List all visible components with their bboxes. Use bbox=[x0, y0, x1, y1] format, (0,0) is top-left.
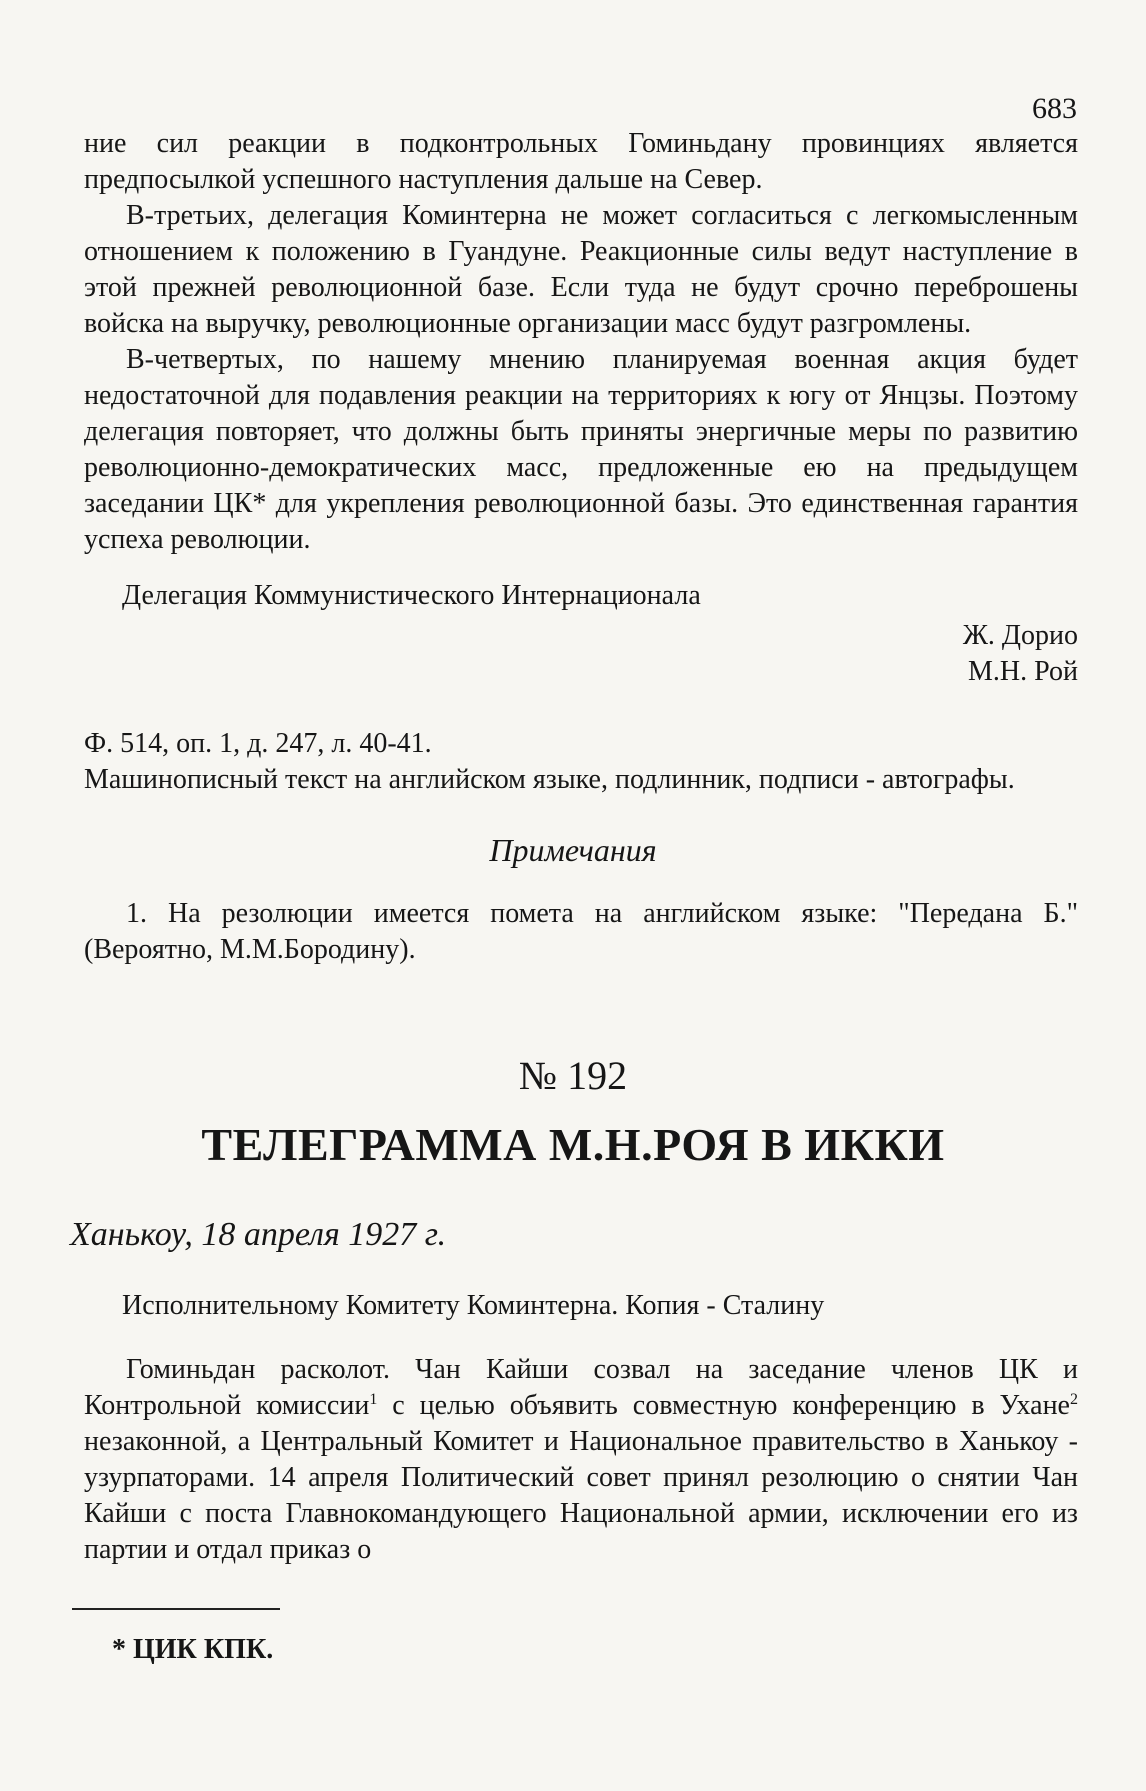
paragraph: ние сил реакции в подконтрольных Гоминьдану провинциях является предпосылкой успешного наступления дальше на Север. bbox=[84, 128, 1078, 195]
page-number: 683 bbox=[1032, 92, 1077, 125]
signer-roy: М.Н. Рой bbox=[968, 656, 1078, 687]
footnote-ref: 2 bbox=[1070, 1391, 1078, 1408]
continuation-text bbox=[84, 126, 1078, 558]
addressee: Исполнительному Комитету Коминтерна. Копия - Сталину bbox=[122, 1290, 825, 1321]
signature-org: Делегация Коммунистического Интернационала bbox=[122, 580, 701, 611]
paragraph: В-четвертых, по нашему мнению планируемая военная акция будет недостаточной для подавления реакции на территориях к югу от Янцзы. Поэтому делегация повторяет, что должны быть приняты энергичные меры по развитию революционно-демократических масс, предложенные ею на предыдущем заседании ЦК* для укрепления революционной базы. Это единственная гарантия успеха революции. bbox=[84, 344, 1078, 555]
document-number: № 192 bbox=[518, 1053, 628, 1098]
note-item: 1. На резолюции имеется помета на английском языке: "Передана Б." (Вероятно, М.М.Бородину). bbox=[84, 898, 1078, 965]
notes-list bbox=[84, 896, 1078, 968]
telegram-body bbox=[84, 1352, 1078, 1568]
archive-description: Машинописный текст на английском языке, подлинник, подписи - автографы. bbox=[84, 764, 1015, 795]
footnote-separator bbox=[72, 1608, 280, 1610]
place-date: Ханькоу, 18 апреля 1927 г. bbox=[70, 1216, 447, 1253]
archive-reference bbox=[84, 726, 1078, 798]
paragraph: В-третьих, делегация Коминтерна не может согласиться с легкомысленным отношением к положению в Гуандуне. Реакционные силы ведут наступление в этой прежней революционной базе. Если туда не будут срочно переброшены войска на выручку, революционные организации масс будут разгромлены. bbox=[84, 200, 1078, 339]
document-title: ТЕЛЕГРАММА М.Н.РОЯ В ИККИ bbox=[201, 1119, 945, 1170]
archive-ref: Ф. 514, оп. 1, д. 247, л. 40-41. bbox=[84, 728, 432, 759]
paragraph: Гоминьдан расколот. Чан Кайши созвал на заседание членов ЦК и Контрольной комиссии$^1$ с целью объявить совместную конференцию в Ухане$^2$ незаконной, а Центральный Комитет и Национальное правительство в Ханькоу - узурпаторами. 14 апреля Политический совет принял резолюцию о снятии Чан Кайши с поста Главнокомандующего Национальной армии, исключении его из партии и отдал приказ о bbox=[84, 1354, 1078, 1565]
footnote-ref: 1 bbox=[369, 1391, 378, 1408]
notes-heading: Примечания bbox=[489, 832, 657, 868]
signer-doriot: Ж. Дорио bbox=[962, 620, 1078, 651]
footnote: * ЦИК КПК. bbox=[112, 1634, 274, 1665]
